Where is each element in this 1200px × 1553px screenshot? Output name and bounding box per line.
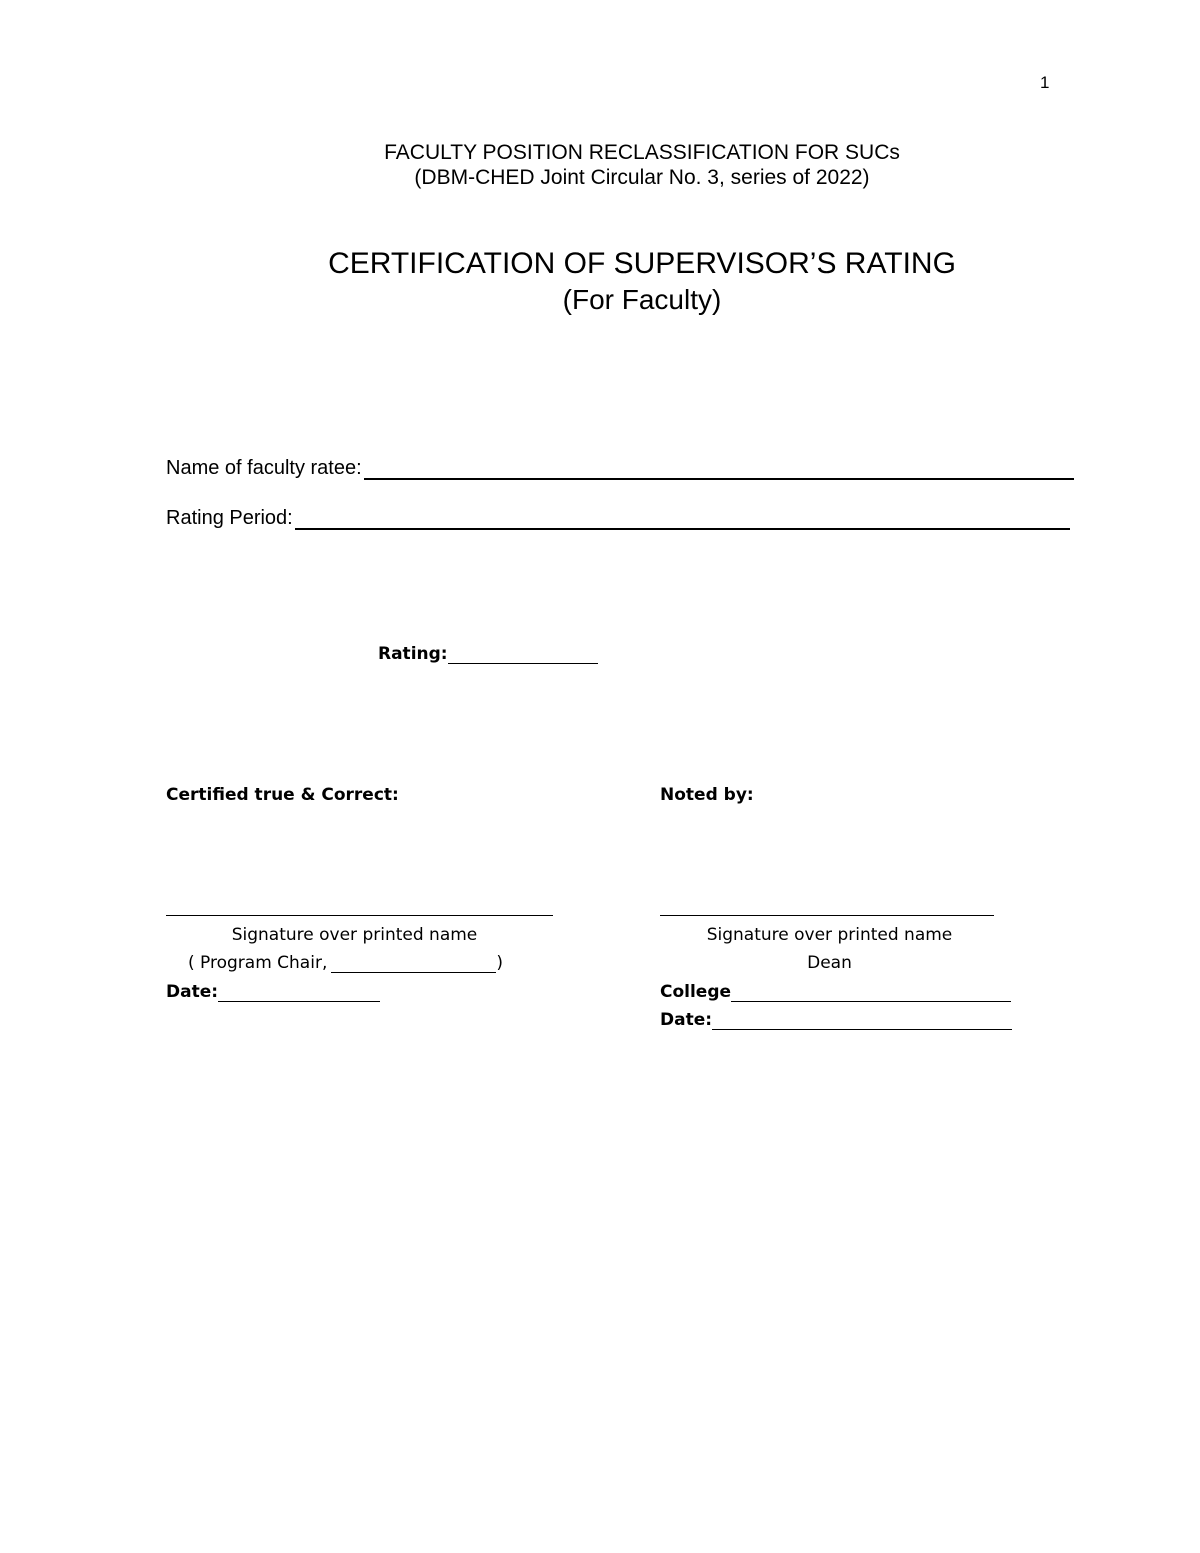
- faculty-ratee-blank-line[interactable]: [364, 464, 1074, 480]
- college-blank-line[interactable]: [731, 989, 1011, 1002]
- dean-label: Dean: [807, 953, 852, 973]
- document-header-line-1: FACULTY POSITION RECLASSIFICATION FOR SUCs: [384, 141, 900, 164]
- right-signature-caption: Signature over printed name: [706, 925, 953, 945]
- left-date-blank-line[interactable]: [218, 989, 380, 1002]
- left-signature-caption: Signature over printed name: [231, 925, 478, 945]
- program-chair-blank-line[interactable]: [331, 960, 496, 973]
- rating-field: [378, 644, 598, 664]
- right-date-field: [660, 1010, 1012, 1030]
- document-title: CERTIFICATION OF SUPERVISOR’S RATING: [328, 247, 956, 280]
- rating-period-label: Rating Period:: [166, 507, 293, 529]
- rating-label: Rating:: [378, 644, 448, 664]
- rating-period-field: [166, 507, 1070, 530]
- program-chair-line: [188, 953, 503, 973]
- right-date-blank-line[interactable]: [712, 1017, 1012, 1030]
- college-field: [660, 982, 1011, 1002]
- program-chair-label: ( Program Chair,: [188, 953, 328, 973]
- left-signature-line[interactable]: [166, 915, 553, 916]
- faculty-ratee-field: [166, 457, 1074, 480]
- certified-heading: Certified true & Correct:: [166, 785, 399, 805]
- noted-by-heading: Noted by:: [660, 785, 754, 805]
- faculty-ratee-label: Name of faculty ratee:: [166, 457, 362, 479]
- right-signature-line[interactable]: [660, 915, 994, 916]
- document-subtitle: (For Faculty): [562, 284, 722, 315]
- program-chair-close: ): [496, 953, 503, 973]
- right-date-label: Date:: [660, 1010, 713, 1030]
- left-date-field: [166, 982, 380, 1002]
- left-date-label: Date:: [166, 982, 219, 1002]
- rating-period-blank-line[interactable]: [295, 514, 1070, 530]
- rating-blank-line[interactable]: [448, 651, 598, 664]
- document-header-line-2: (DBM-CHED Joint Circular No. 3, series of 2022): [414, 166, 870, 189]
- page-number: 1: [1040, 73, 1050, 92]
- college-label: College: [660, 982, 732, 1002]
